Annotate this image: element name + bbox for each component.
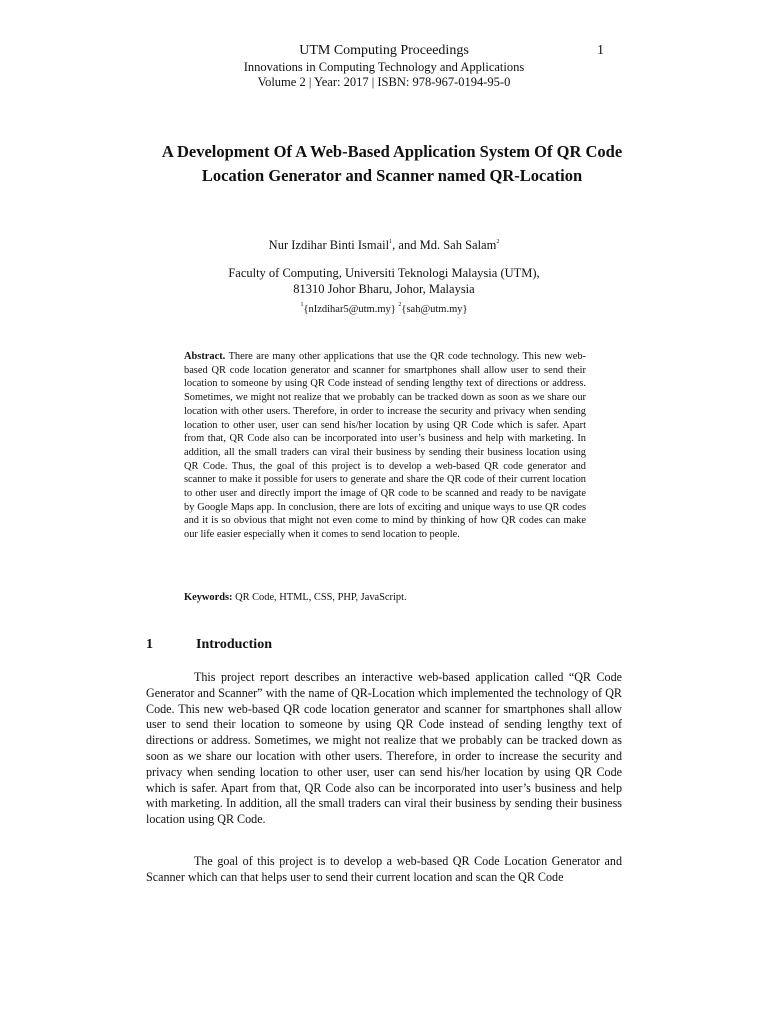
running-header xyxy=(0,42,768,90)
journal-subtitle: Innovations in Computing Technology and Applications xyxy=(243,60,525,74)
email-line xyxy=(0,297,768,318)
author-email: {nIzdihar5@utm.my} xyxy=(303,304,396,315)
author-affil-mark: 2 xyxy=(496,239,500,245)
author-name: Nur Izdihar Binti Ismail xyxy=(268,238,390,252)
volume-line: Volume 2 | Year: 2017 | ISBN: 978-967-0194-95-0 xyxy=(257,75,511,89)
author-affil-mark: 1 xyxy=(389,239,393,245)
author-line xyxy=(0,234,768,253)
keywords-text: QR Code, HTML, CSS, PHP, JavaScript. xyxy=(235,592,407,603)
journal-name: UTM Computing Proceedings xyxy=(299,43,469,58)
section-heading xyxy=(146,636,272,654)
affiliation-line: Faculty of Computing, Universiti Teknologi Malaysia (UTM), xyxy=(228,266,540,280)
author-separator: , and xyxy=(392,238,420,252)
affiliation-block xyxy=(0,265,768,318)
section-title: Introduction xyxy=(196,637,272,652)
email-mark: 2 xyxy=(398,302,402,308)
abstract-label: Abstract. xyxy=(184,351,226,362)
body-paragraph: This project report describes an interactive web-based application called “QR Code Generator and Scanner” with the name of QR-Location which implemented the technology of QR Code. This new web-based QR code location generator and scanner for smartphones shall allow user to send their location to someone by using QR Code instead of sending lengthy text of directions or address. Sometimes, we might not realize that we probably can be tracked down as soon as we share our location with other users. Therefore, in order to increase the security and privacy when sending location to other user, user can send his/her location by using QR Code which is safer. Apart from that, QR Code also can be incorporated into user’s business and help with marketing. In addition, all the small traders can viral their business by sending their business location using QR Code. xyxy=(146,670,622,827)
page-number: 1 xyxy=(597,43,604,58)
abstract xyxy=(184,350,586,542)
keywords-label: Keywords: xyxy=(184,592,233,603)
section-number: 1 xyxy=(146,637,153,652)
keywords xyxy=(184,591,586,605)
author-name: Md. Sah Salam xyxy=(419,238,497,252)
abstract-text: There are many other applications that use the QR code technology. This new web-based QR code location generator and scanner for smartphones shall allow user to send their location to someone by using QR Code instead of sending lengthy text of directions or address. Sometimes, we might not realize that we probably can be tracked down as soon as we share our location with other users. Therefore, in order to increase the security and privacy when sending location to other user, user can send his/her location by using QR Code which is safer. Apart from that, QR Code also can be incorporated into user’s business and help with marketing. In addition, all the small traders can viral their business by sending their business location using QR Code. Thus, the goal of this project is to develop a web-based QR code generator and scanner to make it possible for users to generate and share the QR code of their current location to other user and directly import the image of QR code to be scanned and ready to be navigate by Google Maps app. In conclusion, there are lots of exciting and unique ways to use QR codes and it is so obvious that might not even come to mind by thinking of how QR codes can make our life easier especially when it comes to send location to people. xyxy=(184,351,586,541)
body-paragraph: The goal of this project is to develop a web-based QR Code Location Generator and Scanner which can that helps user to send their current location and scan the QR Code xyxy=(146,854,622,884)
paper-title: A Development Of A Web-Based Application System Of QR Code Location Generator and Scanner named QR-Location xyxy=(161,142,623,185)
affiliation-line: 81310 Johor Bharu, Johor, Malaysia xyxy=(293,282,475,296)
email-mark: 1 xyxy=(300,302,304,308)
author-email: {sah@utm.my} xyxy=(401,304,468,315)
